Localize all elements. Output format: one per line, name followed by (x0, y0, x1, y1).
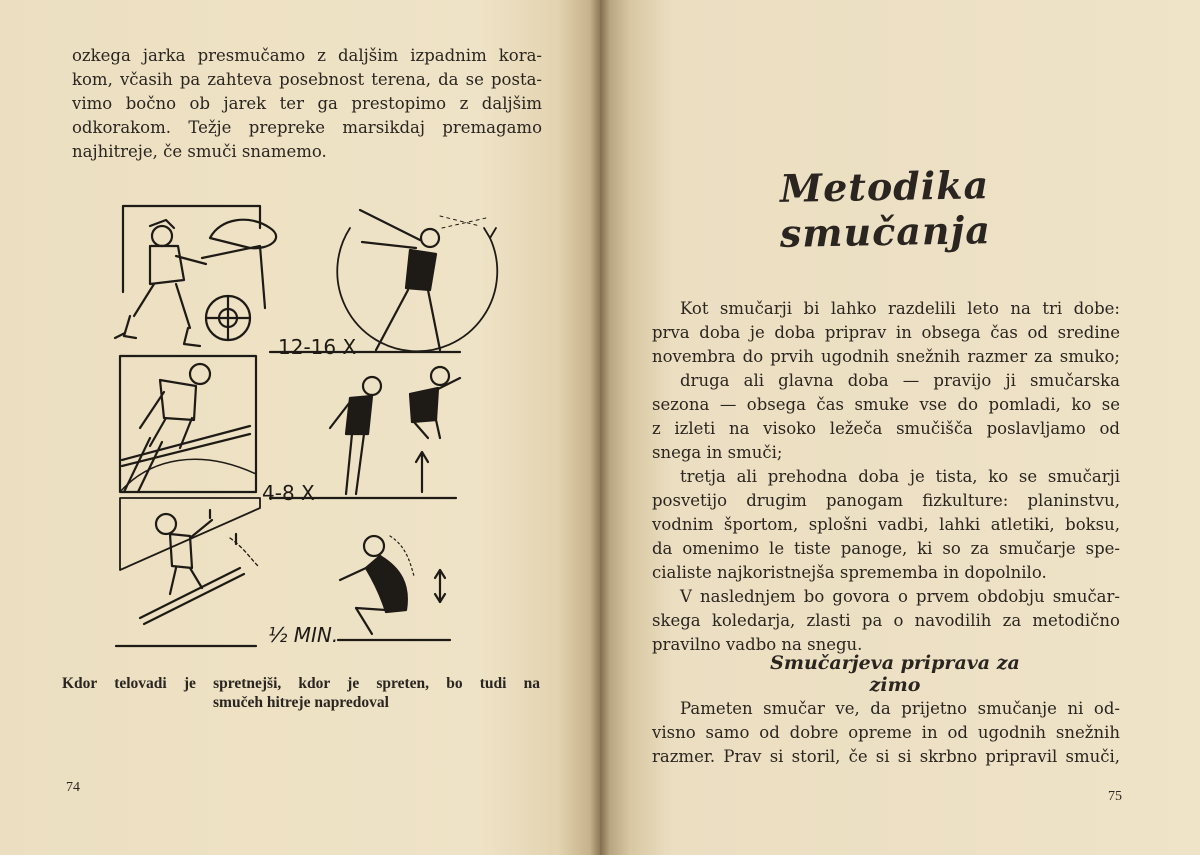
repetition-label: 12-16 X (278, 335, 357, 359)
body-paragraph (652, 697, 1120, 769)
panel-squat-jumps (270, 367, 460, 498)
caption-line: smučeh hitreje napredoval (213, 694, 389, 711)
text-line: razmer. Prav si storil, če si si skrbno pripravil smuči, (652, 747, 1120, 766)
panel-downhill-skier (116, 498, 260, 646)
text-line: najhitreje, če smuči snamemo. (72, 142, 327, 161)
chapter-title: Metodika smučanja (779, 162, 992, 256)
panel-cart-pushing (115, 206, 276, 346)
duration-label: ½ MIN. (268, 623, 339, 647)
text-line: snega in smuči; (652, 443, 783, 462)
text-line: vimo bočno ob jarek ter ga prestopimo z daljšim (72, 94, 542, 113)
repetition-label: 4-8 X (262, 481, 315, 505)
text-line: z izleti na visoko ležeča smučišča poslavljamo od (652, 419, 1120, 438)
text-line: tretja ali prehodna doba je tista, ko se smučarji (680, 467, 1120, 486)
text-line: visno samo od dobre opreme in od ugodnih snežnih (652, 723, 1120, 742)
figure-caption (62, 674, 540, 712)
intro-paragraph (72, 44, 542, 164)
text-line: vodnim športom, splošni vadbi, lahki atletiki, boksu, (652, 515, 1120, 534)
text-line: skega koledarja, zlasti pa o navodilih za metodično (652, 611, 1120, 630)
page-number: 75 (1108, 789, 1122, 804)
text-line: V naslednjem bo govora o prvem obdobju smučar- (680, 587, 1120, 606)
text-line: cialiste najkoristnejša sprememba in dopolnilo. (652, 563, 1047, 582)
text-line: odkorakom. Težje prepreke marsikdaj premagamo (72, 118, 542, 137)
text-line: posvetijo drugim panogam fizkulture: planinstvu, (652, 491, 1120, 510)
text-line: pravilno vadbo na snegu. (652, 635, 863, 654)
text-line: kom, včasih pa zahteva posebnost terena, da se posta- (72, 70, 542, 89)
text-line: Kot smučarji bi lahko razdelili leto na tri dobe: (680, 299, 1120, 318)
text-line: prva doba je doba priprav in obsega čas od sredine (652, 323, 1120, 342)
text-line: druga ali glavna doba — pravijo ji smučarska (680, 371, 1120, 390)
exercise-illustration (110, 198, 510, 658)
panel-deep-squat (338, 536, 450, 640)
caption-line: Kdor telovadi je spretnejši, kdor je spreten, bo tudi na (62, 675, 540, 692)
text-line: Pameten smučar ve, da prijetno smučanje ni od- (680, 699, 1120, 718)
book-gutter (590, 0, 610, 855)
text-line: novembra do prvih ugodnih snežnih razmer za smuko; (652, 347, 1120, 366)
panel-ski-jumper (120, 356, 256, 492)
panel-arm-circles (270, 210, 497, 352)
text-line: sezona — obsega čas smuke vse do pomladi, ko se (652, 395, 1120, 414)
text-line: da omenimo le tiste panoge, ki so za smučarje spe- (652, 539, 1120, 558)
intro-paragraph (652, 297, 1120, 657)
section-subheading: Smučarjeva priprava za zimo (770, 652, 1020, 696)
page-number: 74 (66, 780, 80, 795)
text-line: ozkega jarka presmučamo z daljšim izpadnim kora- (72, 46, 542, 65)
